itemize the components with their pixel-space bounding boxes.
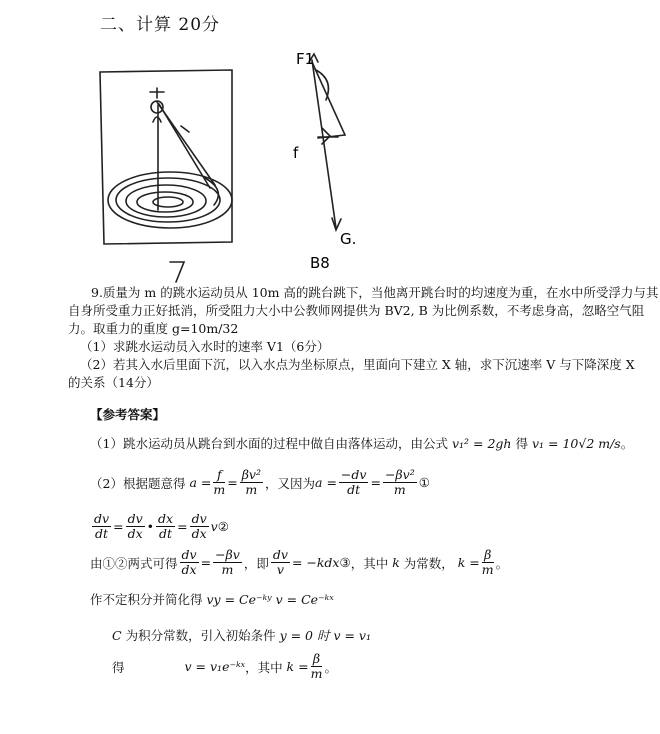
problem-line-2: 自身所受重力正好抵消，所受阻力大小中公教师网提供为 BV2, B 为比例系数，不考虑身高，忽略空气阻: [68, 303, 645, 318]
hand-drawn-sketch: [0, 0, 660, 290]
question-2b: 的关系（14分）: [68, 375, 159, 390]
answer-step-4: 作不定积分并简化得 vy = Ce⁻ᵏʸ v = Ce⁻ᵏˣ: [90, 592, 334, 607]
answer-step-6: 得 v = v₁e⁻ᵏˣ ，其中 k = $\frac{\beta}{m}$ 。: [112, 651, 337, 681]
answer-step-5: C 为积分常数，引入初始条件 y = 0 时 v = v₁: [112, 628, 371, 643]
answer-step-1: （1）跳水运动员从跳台到水面的过程中做自由落体运动，由公式 v₁² = 2gh 得 v₁ = 10√2 m/s。: [90, 436, 634, 451]
question-1: （1）求跳水运动员入水时的速率 V1（6分）: [80, 339, 330, 354]
label-f1: F1: [296, 50, 315, 68]
question-2a: （2）若其入水后里面下沉，以入水点为坐标原点，里面向下建立 X 轴，求下沉速率 V 与下降深度 X: [80, 357, 635, 372]
problem-line-1: 9.质量为 m 的跳水运动员从 10m 高的跳台跳下，当他离开跳台时的均速度为重，在水中所受浮力与其: [91, 285, 659, 300]
answer-title: 【参考答案】: [90, 407, 166, 422]
answer-chain-rule: $\frac{dv}{dt}$ = $\frac{dv}{dx}$ • $\frac{dx}{dt}$ = $\frac{dv}{dx}$ v ②: [94, 511, 229, 541]
answer-step-3: 由①②两式可得 $\frac{dv}{dx}$ = $\frac{-\beta v}{m}$ ，即 $\frac{dv}{v}$ = −kdx ③ ，其中 k 为常数， k = $\frac{\beta}{m}$ 。: [90, 547, 509, 577]
label-f: f: [293, 144, 299, 162]
problem-line-3: 力。取重力的重度 g=10m/32: [68, 321, 239, 336]
label-b: B8: [310, 254, 330, 272]
answer-step-2: （2）根据题意得 a = $\frac{f}{m}$ = $\frac{\text{βv²}}{m}$ ，又因为 a = $\frac{-dv}{dt}$ = $\frac{\text{−βv²}}{m}$ ①: [90, 467, 430, 497]
section-heading: 二、计算 20分: [100, 15, 221, 35]
label-g: G.: [340, 230, 357, 248]
